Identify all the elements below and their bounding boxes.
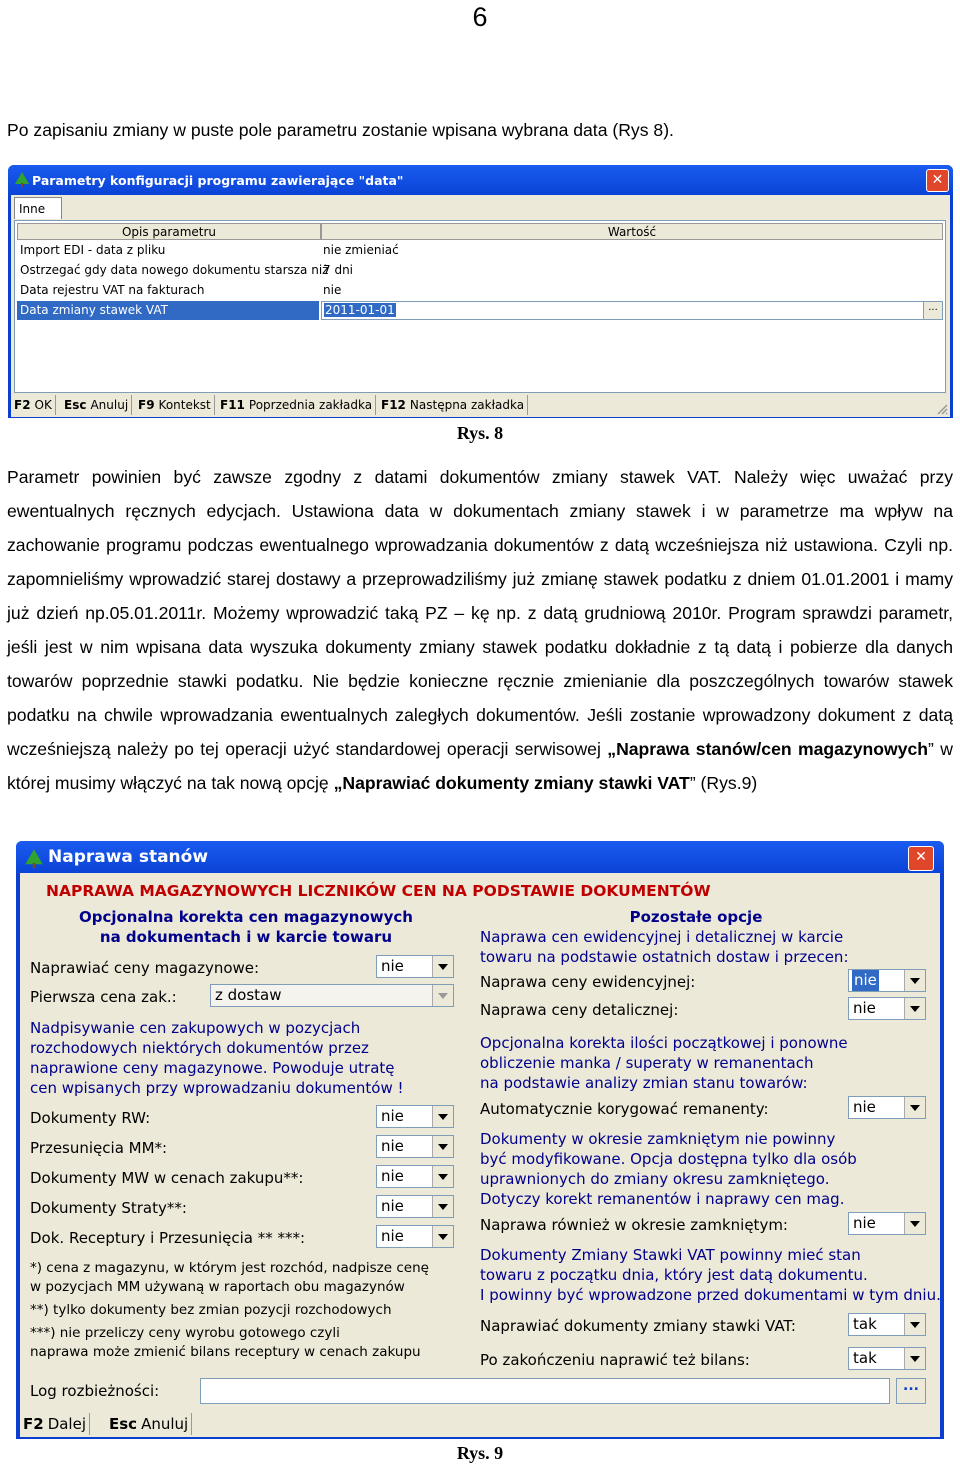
log-label: Log rozbieżności: <box>30 1382 160 1400</box>
f12-next-tab-button[interactable]: F12 Następna zakładka <box>378 395 528 415</box>
title-bar <box>16 841 944 873</box>
warning-line: rozchodowych niektórych dokumentów przez <box>30 1039 369 1057</box>
table-row[interactable] <box>17 261 943 280</box>
note-line: w pozycjach MM używaną w raportach obu magazynów <box>30 1279 405 1295</box>
vat-repair-label: Naprawiać dokumenty zmiany stawki VAT: <box>480 1317 796 1335</box>
loss-docs-label: Dokumenty Straty**: <box>30 1199 187 1217</box>
date-value[interactable]: 2011-01-01 <box>325 303 395 317</box>
rw-docs-label: Dokumenty RW: <box>30 1109 151 1127</box>
chevron-down-icon <box>432 1106 453 1127</box>
dialog-heading: NAPRAWA MAGAZYNOWYCH LICZNIKÓW CEN NA PODSTAWIE DOKUMENTÓW <box>46 882 711 900</box>
window-title: Parametry konfiguracji programu zawierające "data" <box>32 173 404 188</box>
app-tree-icon <box>14 171 30 187</box>
rw-docs-select[interactable]: nie <box>376 1105 454 1128</box>
figure-caption-9: Rys. 9 <box>456 1443 504 1463</box>
vat-text: towaru z początku dnia, który jest datą dokumentu. <box>480 1266 868 1284</box>
closed-period-text: Dokumenty w okresie zamkniętym nie powinny <box>480 1130 836 1148</box>
closed-period-text: uprawnionych do zmiany okresu zamkniętego. <box>480 1170 830 1188</box>
log-browse-button[interactable]: ... <box>896 1378 926 1404</box>
row-description: Ostrzegać gdy data nowego dokumentu starsza niż <box>20 263 329 277</box>
close-icon[interactable]: ✕ <box>908 846 934 871</box>
ellipsis-button[interactable]: ... <box>923 302 942 319</box>
table-row-selected[interactable] <box>17 301 943 320</box>
closed-period-select[interactable]: nie <box>848 1212 926 1235</box>
auto-correct-label: Automatycznie korygować remanenty: <box>480 1100 769 1118</box>
esc-cancel-button[interactable]: Esc Anuluj <box>61 395 132 415</box>
auto-correct-select[interactable]: nie <box>848 1096 926 1119</box>
note-line: **) tylko dokumenty bez zmian pozycji rozchodowych <box>30 1302 392 1318</box>
figure-caption-8: Rys. 8 <box>456 423 504 443</box>
closed-period-text: być modyfikowane. Opcja dostępna tylko dla osób <box>480 1150 857 1168</box>
first-price-label: Pierwsza cena zak.: <box>30 988 177 1006</box>
row-value: 7 dni <box>323 263 354 277</box>
ewid-price-select[interactable]: nie <box>848 969 926 992</box>
body-paragraph: Parametr powinien być zawsze zgodny z datami dokumentów zmiany stawek VAT. Należy więc uważać przy ewentualnych ręcznych edycjach. Ustawiona data w dokumentach zmiany stawek i w parametrze ma wpływ na zachowanie programu podczas ewentualnego wprowadzania dokumentów z datą wcześniejsza niż ustawiona. Czyli np. zapomnieliśmy wprowadzić starej dostawy a przeprowadziliśmy już zmianę stawek podatku z dniem 01.01.2001 i mamy już dzień np.05.01.2011r. Możemy wprowadzić taką PZ – kę np. z datą grudniową 2010r. Program sprawdzi parametr, jeśli jest w nim wpisana data wyszuka dokumenty zmiany stawek podatku dokładnie z tą datą i pobierze dla danych towarów poprzednie stawki podatku. Nie będzie konieczne ręcznie zmienianie dla poszczególnych towarów stawek podatku na chwile wprowadzania ewentualnych zaległych dokumentów. Jeśli zostanie wprowadzony dokument z datą wcześniejszą należy po tej operacji użyć standardowej operacji serwisowej „Naprawa stanów/cen magazynowych” w której musimy włączyć na tak nową opcję „Naprawiać dokumenty zmiany stawki VAT” (Rys.9) <box>7 467 954 793</box>
left-section-subtitle: na dokumentach i w karcie towaru <box>99 928 393 946</box>
date-value-editor[interactable] <box>321 301 943 320</box>
note-line: ***) nie przeliczy ceny wyrobu gotowego czyli <box>30 1325 340 1341</box>
params-grid <box>14 220 946 393</box>
row-value: nie <box>323 283 342 297</box>
recipe-docs-select[interactable]: nie <box>376 1225 454 1248</box>
inventory-text: na podstawie analizy zmian stanu towarów: <box>480 1074 808 1092</box>
note-line: *) cena z magazynu, w którym jest rozchód, nadpisze cenę <box>30 1260 429 1276</box>
warning-line: cen wpisanych przy wprowadzaniu dokumentów ! <box>30 1079 404 1097</box>
table-row[interactable] <box>17 281 943 300</box>
f2-next-button[interactable]: F2 Dalej <box>20 1413 90 1435</box>
table-row[interactable] <box>17 241 943 260</box>
chevron-down-icon <box>432 985 453 1006</box>
warning-line: naprawione ceny magazynowe. Powoduje utratę <box>30 1059 395 1077</box>
window-client <box>20 873 940 1437</box>
mw-docs-select[interactable]: nie <box>376 1165 454 1188</box>
closed-period-label: Naprawa również w okresie zamkniętym: <box>480 1216 788 1234</box>
loss-docs-select[interactable]: nie <box>376 1195 454 1218</box>
inventory-text: obliczenie manka / superaty w remanentach <box>480 1054 814 1072</box>
chevron-down-icon <box>904 998 925 1019</box>
balance-repair-label: Po zakończeniu naprawić też bilans: <box>480 1351 750 1369</box>
chevron-down-icon <box>904 970 925 991</box>
intro-text: Po zapisaniu zmiany w puste pole parametru zostanie wpisana wybrana data (Rys 8). <box>7 120 674 140</box>
chevron-down-icon <box>904 1348 925 1369</box>
row-description: Data zmiany stawek VAT <box>17 301 319 320</box>
tab-inne[interactable]: Inne <box>14 197 62 219</box>
mw-docs-label: Dokumenty MW w cenach zakupu**: <box>30 1169 304 1187</box>
retail-price-label: Naprawa ceny detalicznej: <box>480 1001 679 1019</box>
closed-period-text: Dotyczy korekt remanentów i naprawy cen mag. <box>480 1190 845 1208</box>
mm-transfers-select[interactable]: nie <box>376 1135 454 1158</box>
chevron-down-icon <box>904 1213 925 1234</box>
repair-stock-window <box>16 841 944 1439</box>
app-tree-icon <box>24 848 44 868</box>
window-title: Naprawa stanów <box>48 847 209 867</box>
chevron-down-icon <box>904 1097 925 1118</box>
right-section-title: Pozostałe opcje <box>629 908 763 926</box>
retail-price-select[interactable]: nie <box>848 997 926 1020</box>
repair-prices-select[interactable]: nie <box>376 955 454 978</box>
log-input[interactable] <box>200 1378 890 1404</box>
recipe-docs-label: Dok. Receptury i Przesunięcia ** ***: <box>30 1229 306 1247</box>
inventory-text: Opcjonalna korekta ilości początkowej i ponowne <box>480 1034 848 1052</box>
ewid-price-label: Naprawa ceny ewidencyjnej: <box>480 973 696 991</box>
repair-prices-label: Naprawiać ceny magazynowe: <box>30 959 260 977</box>
chevron-down-icon <box>432 1136 453 1157</box>
vat-text: Dokumenty Zmiany Stawki VAT powinny mieć stan <box>480 1246 861 1264</box>
chevron-down-icon <box>432 956 453 977</box>
title-bar <box>8 165 953 195</box>
f2-ok-button[interactable]: F2 OK <box>11 395 56 415</box>
right-section-text: Naprawa cen ewidencyjnej i detalicznej w karcie <box>480 928 844 946</box>
first-price-select[interactable]: z dostaw <box>210 984 454 1007</box>
resize-grip-icon[interactable] <box>936 403 948 415</box>
column-header-value[interactable]: Wartość <box>321 223 943 240</box>
close-icon[interactable]: ✕ <box>926 169 949 192</box>
row-description: Data rejestru VAT na fakturach <box>20 283 205 297</box>
page-number: 6 <box>472 2 488 32</box>
chevron-down-icon <box>904 1314 925 1335</box>
chevron-down-icon <box>432 1166 453 1187</box>
balance-repair-select[interactable]: tak <box>848 1347 926 1370</box>
f9-context-button[interactable]: F9 Kontekst <box>135 395 215 415</box>
row-description: Import EDI - data z pliku <box>20 243 166 257</box>
f11-prev-tab-button[interactable]: F11 Poprzednia zakładka <box>217 395 376 415</box>
chevron-down-icon <box>432 1196 453 1217</box>
note-line: naprawa może zmienić bilans receptury w cenach zakupu <box>30 1344 421 1360</box>
left-section-title: Opcjonalna korekta cen magazynowych <box>78 908 413 926</box>
vat-text: I powinny być wprowadzone przed dokumentami w tym dniu. <box>480 1286 941 1304</box>
right-section-text: towaru na podstawie ostatnich dostaw i przecen: <box>480 948 849 966</box>
chevron-down-icon <box>432 1226 453 1247</box>
esc-cancel-button[interactable]: Esc Anuluj <box>106 1413 192 1435</box>
row-value: nie zmieniać <box>323 243 399 257</box>
vat-repair-select[interactable]: tak <box>848 1313 926 1336</box>
config-params-window <box>8 165 953 418</box>
column-header-description[interactable]: Opis parametru <box>17 223 321 240</box>
warning-line: Nadpisywanie cen zakupowych w pozycjach <box>30 1019 361 1037</box>
mm-transfers-label: Przesunięcia MM*: <box>30 1139 168 1157</box>
window-client <box>11 195 950 417</box>
